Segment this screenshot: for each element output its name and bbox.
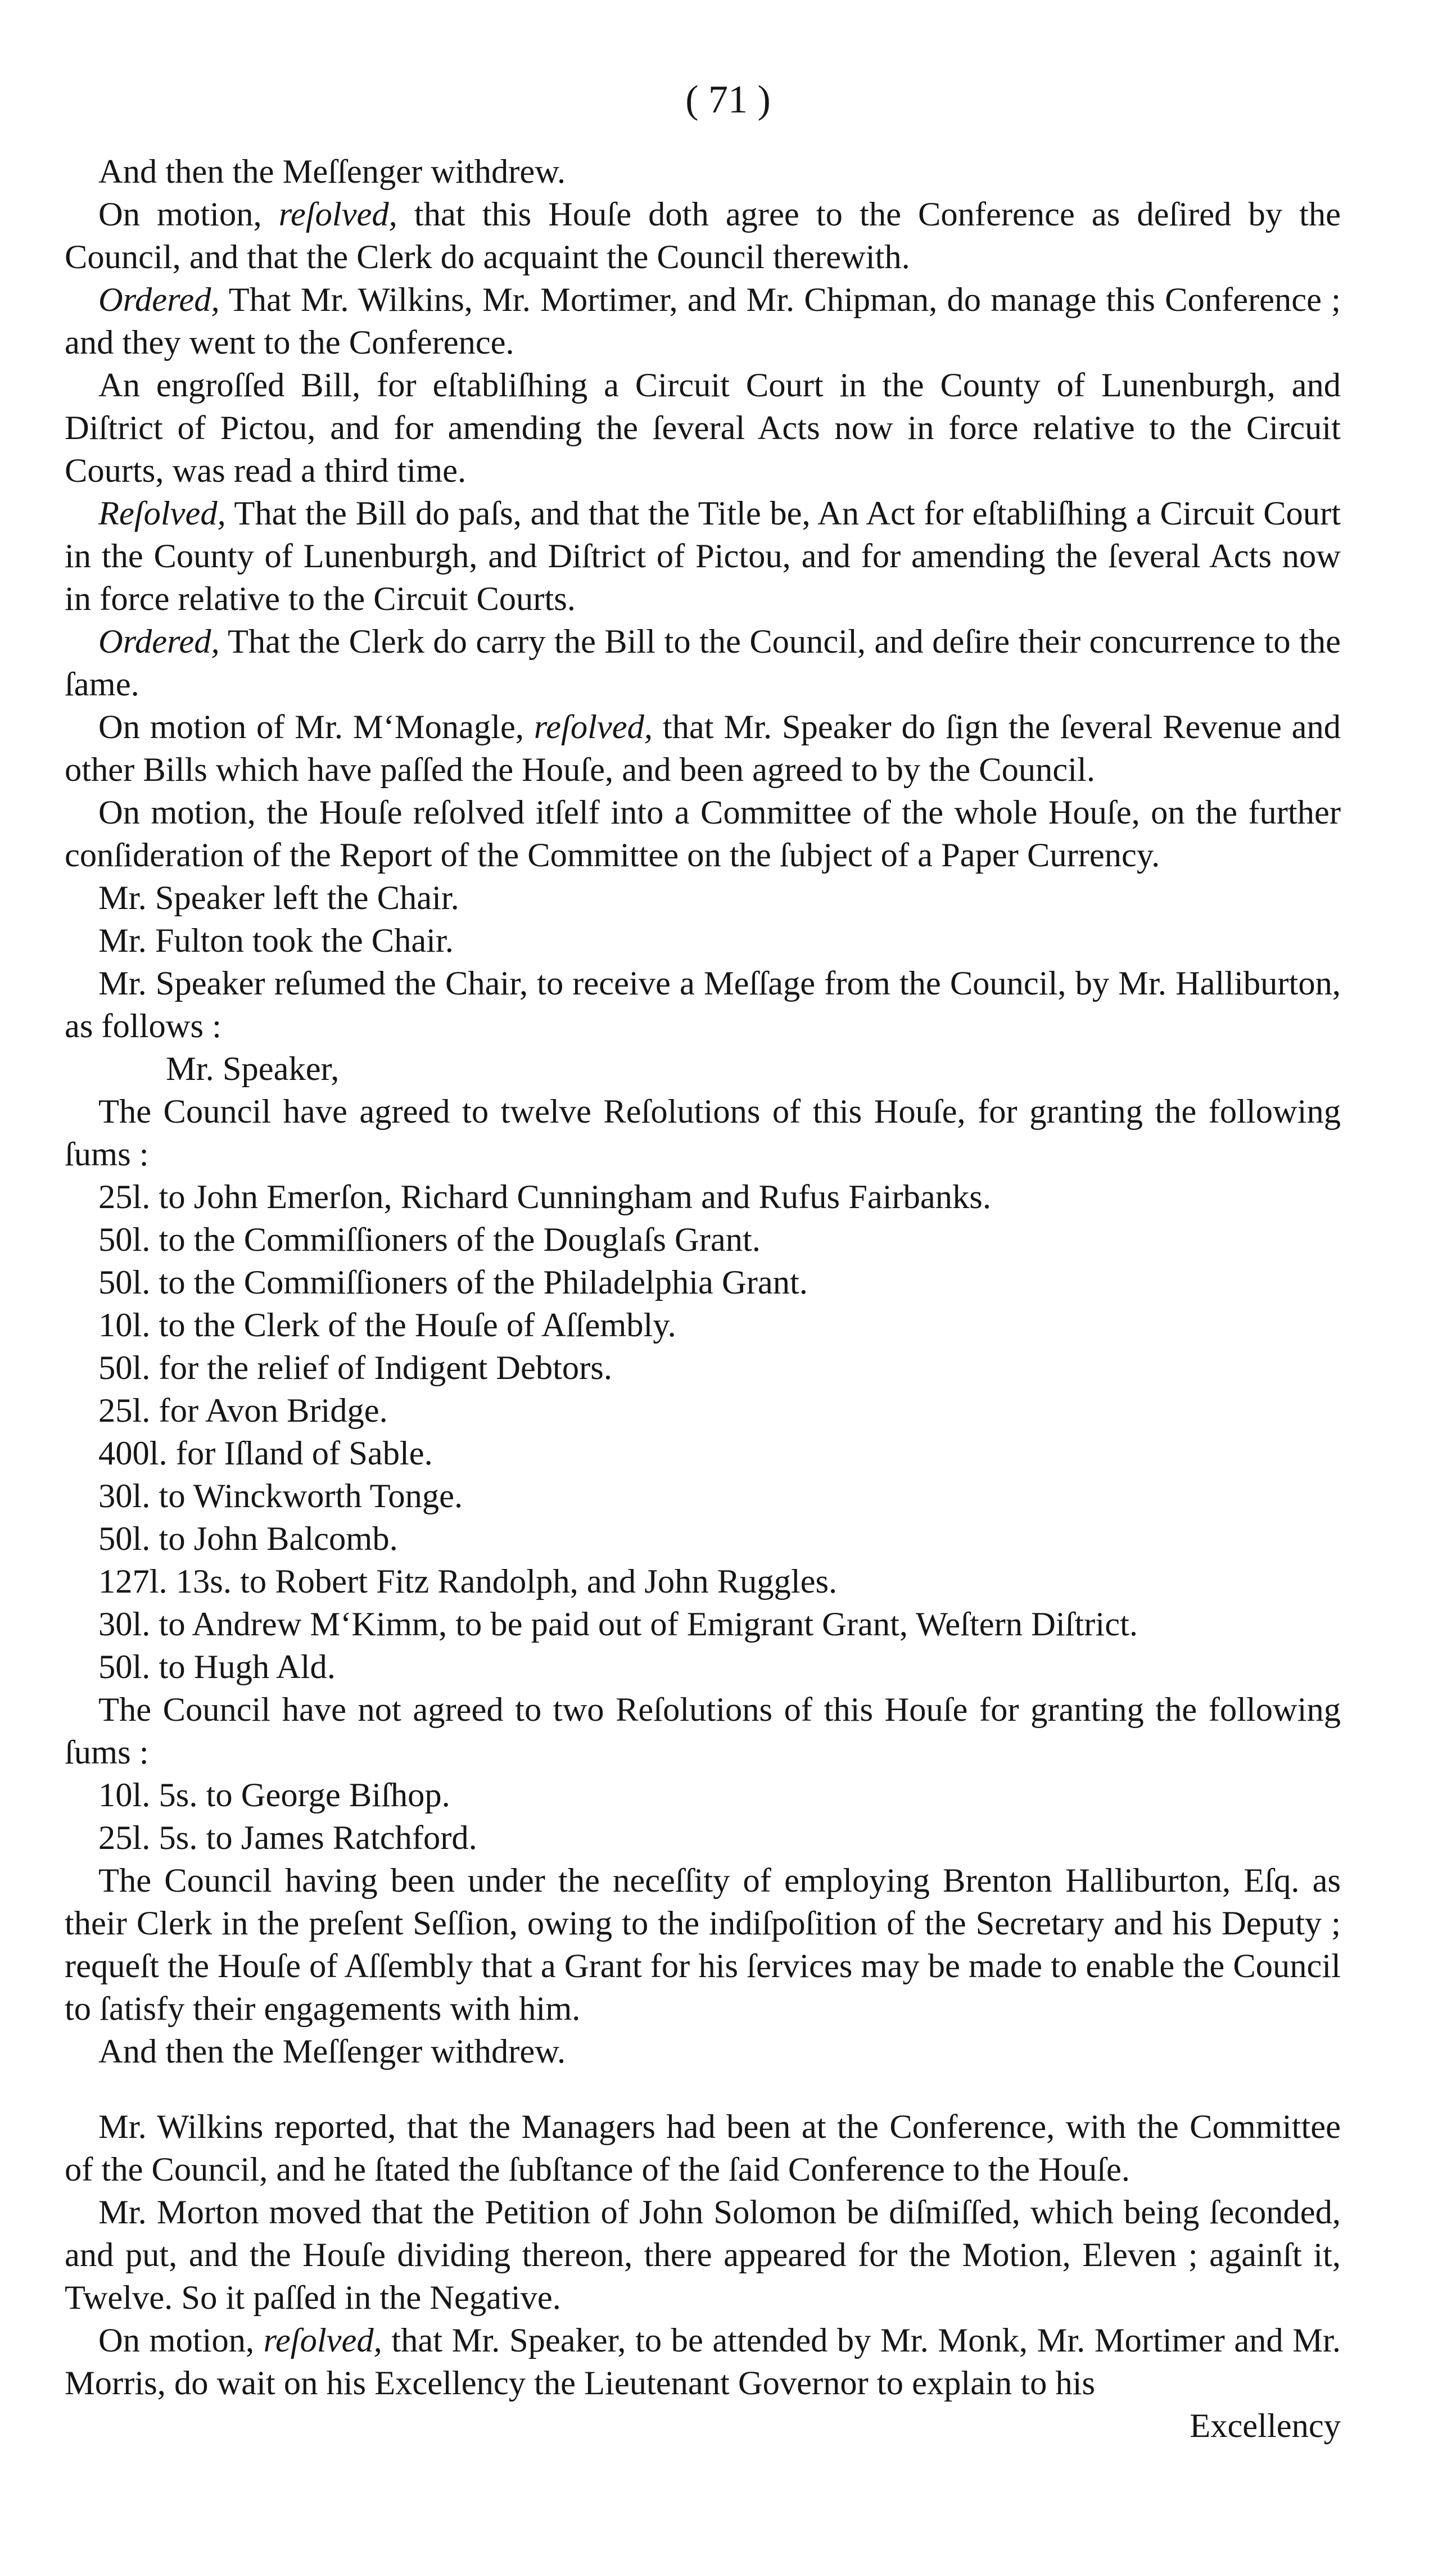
paragraph: Mr. Speaker reſumed the Chair, to receive a Meſſage from the Council, by Mr. Halliburton, as follows :: [65, 965, 1341, 1045]
grant-list-item: 50l. to the Commiſſioners of the Douglaſs Grant.: [98, 1221, 761, 1259]
paragraph: An engroſſed Bill, for eſtabliſhing a Circuit Court in the County of Lunenburgh, and Diſtrict of Pictou, and for amending the ſeveral Acts now in force relative to the Circuit Courts, was read a third time.: [65, 367, 1341, 490]
paragraph-lead: On motion of Mr. M‘Monagle,: [98, 708, 534, 746]
grant-list-item: 50l. to John Balcomb.: [98, 1520, 398, 1558]
paragraph-text: that Mr. Speaker, to be attended by Mr. Monk, Mr. Mortimer and Mr. Morris, do wait on his Excellency the Lieutenant Governor to explain to his: [65, 2322, 1341, 2402]
grant-list-item: 400l. for Iſland of Sable.: [98, 1435, 433, 1472]
grant-list-item: 25l. to John Emerſon, Richard Cunningham and Rufus Fairbanks.: [98, 1178, 991, 1216]
paragraph: And then the Meſſenger withdrew.: [98, 153, 566, 191]
grant-list-item: 50l. to Hugh Ald.: [98, 1648, 336, 1686]
grant-list-item: 127l. 13s. to Robert Fitz Randolph, and John Ruggles.: [98, 1563, 838, 1600]
paragraph: Mr. Wilkins reported, that the Managers had been at the Conference, with the Committee of the Council, and he ſtated the ſubſtance of the ſaid Conference to the Houſe.: [65, 2108, 1341, 2188]
paragraph: [65, 193, 1341, 279]
italic-term: Ordered,: [98, 281, 220, 319]
paragraph: [65, 2319, 1341, 2405]
paragraph: [65, 492, 1341, 621]
grant-list-item: 30l. to Winckworth Tonge.: [98, 1477, 463, 1515]
paragraph: On motion, the Houſe reſolved itſelf into a Committee of the whole Houſe, on the further conſideration of the Report of the Committee on the ſubject of a Paper Currency.: [65, 794, 1341, 874]
italic-term: reſolved,: [533, 708, 653, 746]
paragraph: Mr. Speaker,: [166, 1050, 340, 1088]
paragraph: [65, 279, 1341, 364]
paragraph-lead: On motion,: [98, 196, 279, 233]
italic-term: Ordered,: [98, 623, 220, 661]
grant-list-item: 50l. for the relief of Indigent Debtors.: [98, 1349, 612, 1387]
paragraph: The Council have agreed to twelve Reſolutions of this Houſe, for granting the following ſums :: [65, 1093, 1341, 1173]
paragraph-text: that this Houſe doth agree to the Conference as deſired by the Council, and that the Clerk do acquaint the Council therewith.: [65, 196, 1341, 276]
grant-list-item: 10l. to the Clerk of the Houſe of Aſſembly.: [98, 1306, 676, 1344]
page-number: ( 71 ): [685, 78, 771, 121]
paragraph-text: That the Clerk do carry the Bill to the Council, and deſire their concurrence to the ſame.: [65, 623, 1341, 703]
paragraph: The Council having been under the neceſſity of employing Brenton Halliburton, Eſq. as their Clerk in the preſent Seſſion, owing to the indiſpoſition of the Secretary and his Deputy ; requeſt the Houſe of Aſſembly that a Grant for his ſervices may be made to enable the Council to ſatisfy their engagements with him.: [65, 1862, 1341, 2028]
paragraph-text: That Mr. Wilkins, Mr. Mortimer, and Mr. Chipman, do manage this Conference ; and they went to the Conference.: [65, 281, 1341, 361]
paragraph: Mr. Speaker left the Chair.: [98, 879, 459, 917]
grant-list-item: 25l. for Avon Bridge.: [98, 1392, 388, 1430]
paragraph-text: that Mr. Speaker do ſign the ſeveral Revenue and other Bills which have paſſed the Houſe, and been agreed to by the Council.: [65, 708, 1341, 789]
italic-term: reſolved,: [263, 2322, 382, 2359]
italic-term: reſolved,: [278, 196, 397, 233]
paragraph-lead: On motion,: [98, 2322, 264, 2359]
catchword: Excellency: [1190, 2407, 1341, 2445]
paragraph-text: That the Bill do paſs, and that the Title be, An Act for eſtabliſhing a Circuit Court in the County of Lunenburgh, and Diſtrict of Pictou, and for amending the ſeveral Acts now in force relative to the Circuit Courts.: [65, 495, 1341, 618]
grant-list-item: 10l. 5s. to George Biſhop.: [98, 1776, 450, 1814]
document-body: [65, 151, 1341, 2448]
paragraph: Mr. Fulton took the Chair.: [98, 922, 454, 960]
paragraph: And then the Meſſenger withdrew.: [98, 2033, 566, 2070]
grant-list-item: 30l. to Andrew M‘Kimm, to be paid out of Emigrant Grant, Weſtern Diſtrict.: [98, 1606, 1138, 1643]
paragraph: [65, 706, 1341, 792]
paragraph: [65, 621, 1341, 706]
paragraph: The Council have not agreed to two Reſolutions of this Houſe for granting the following ſums :: [65, 1691, 1341, 1771]
grant-list-item: 25l. 5s. to James Ratchford.: [98, 1819, 477, 1857]
italic-term: Reſolved,: [98, 495, 226, 532]
grant-list-item: 50l. to the Commiſſioners of the Philadelphia Grant.: [98, 1264, 808, 1301]
paragraph: Mr. Morton moved that the Petition of John Solomon be diſmiſſed, which being ſeconded, and put, and the Houſe dividing thereon, there appeared for the Motion, Eleven ; againſt it, Twelve. So it paſſed in the Negative.: [65, 2194, 1341, 2317]
